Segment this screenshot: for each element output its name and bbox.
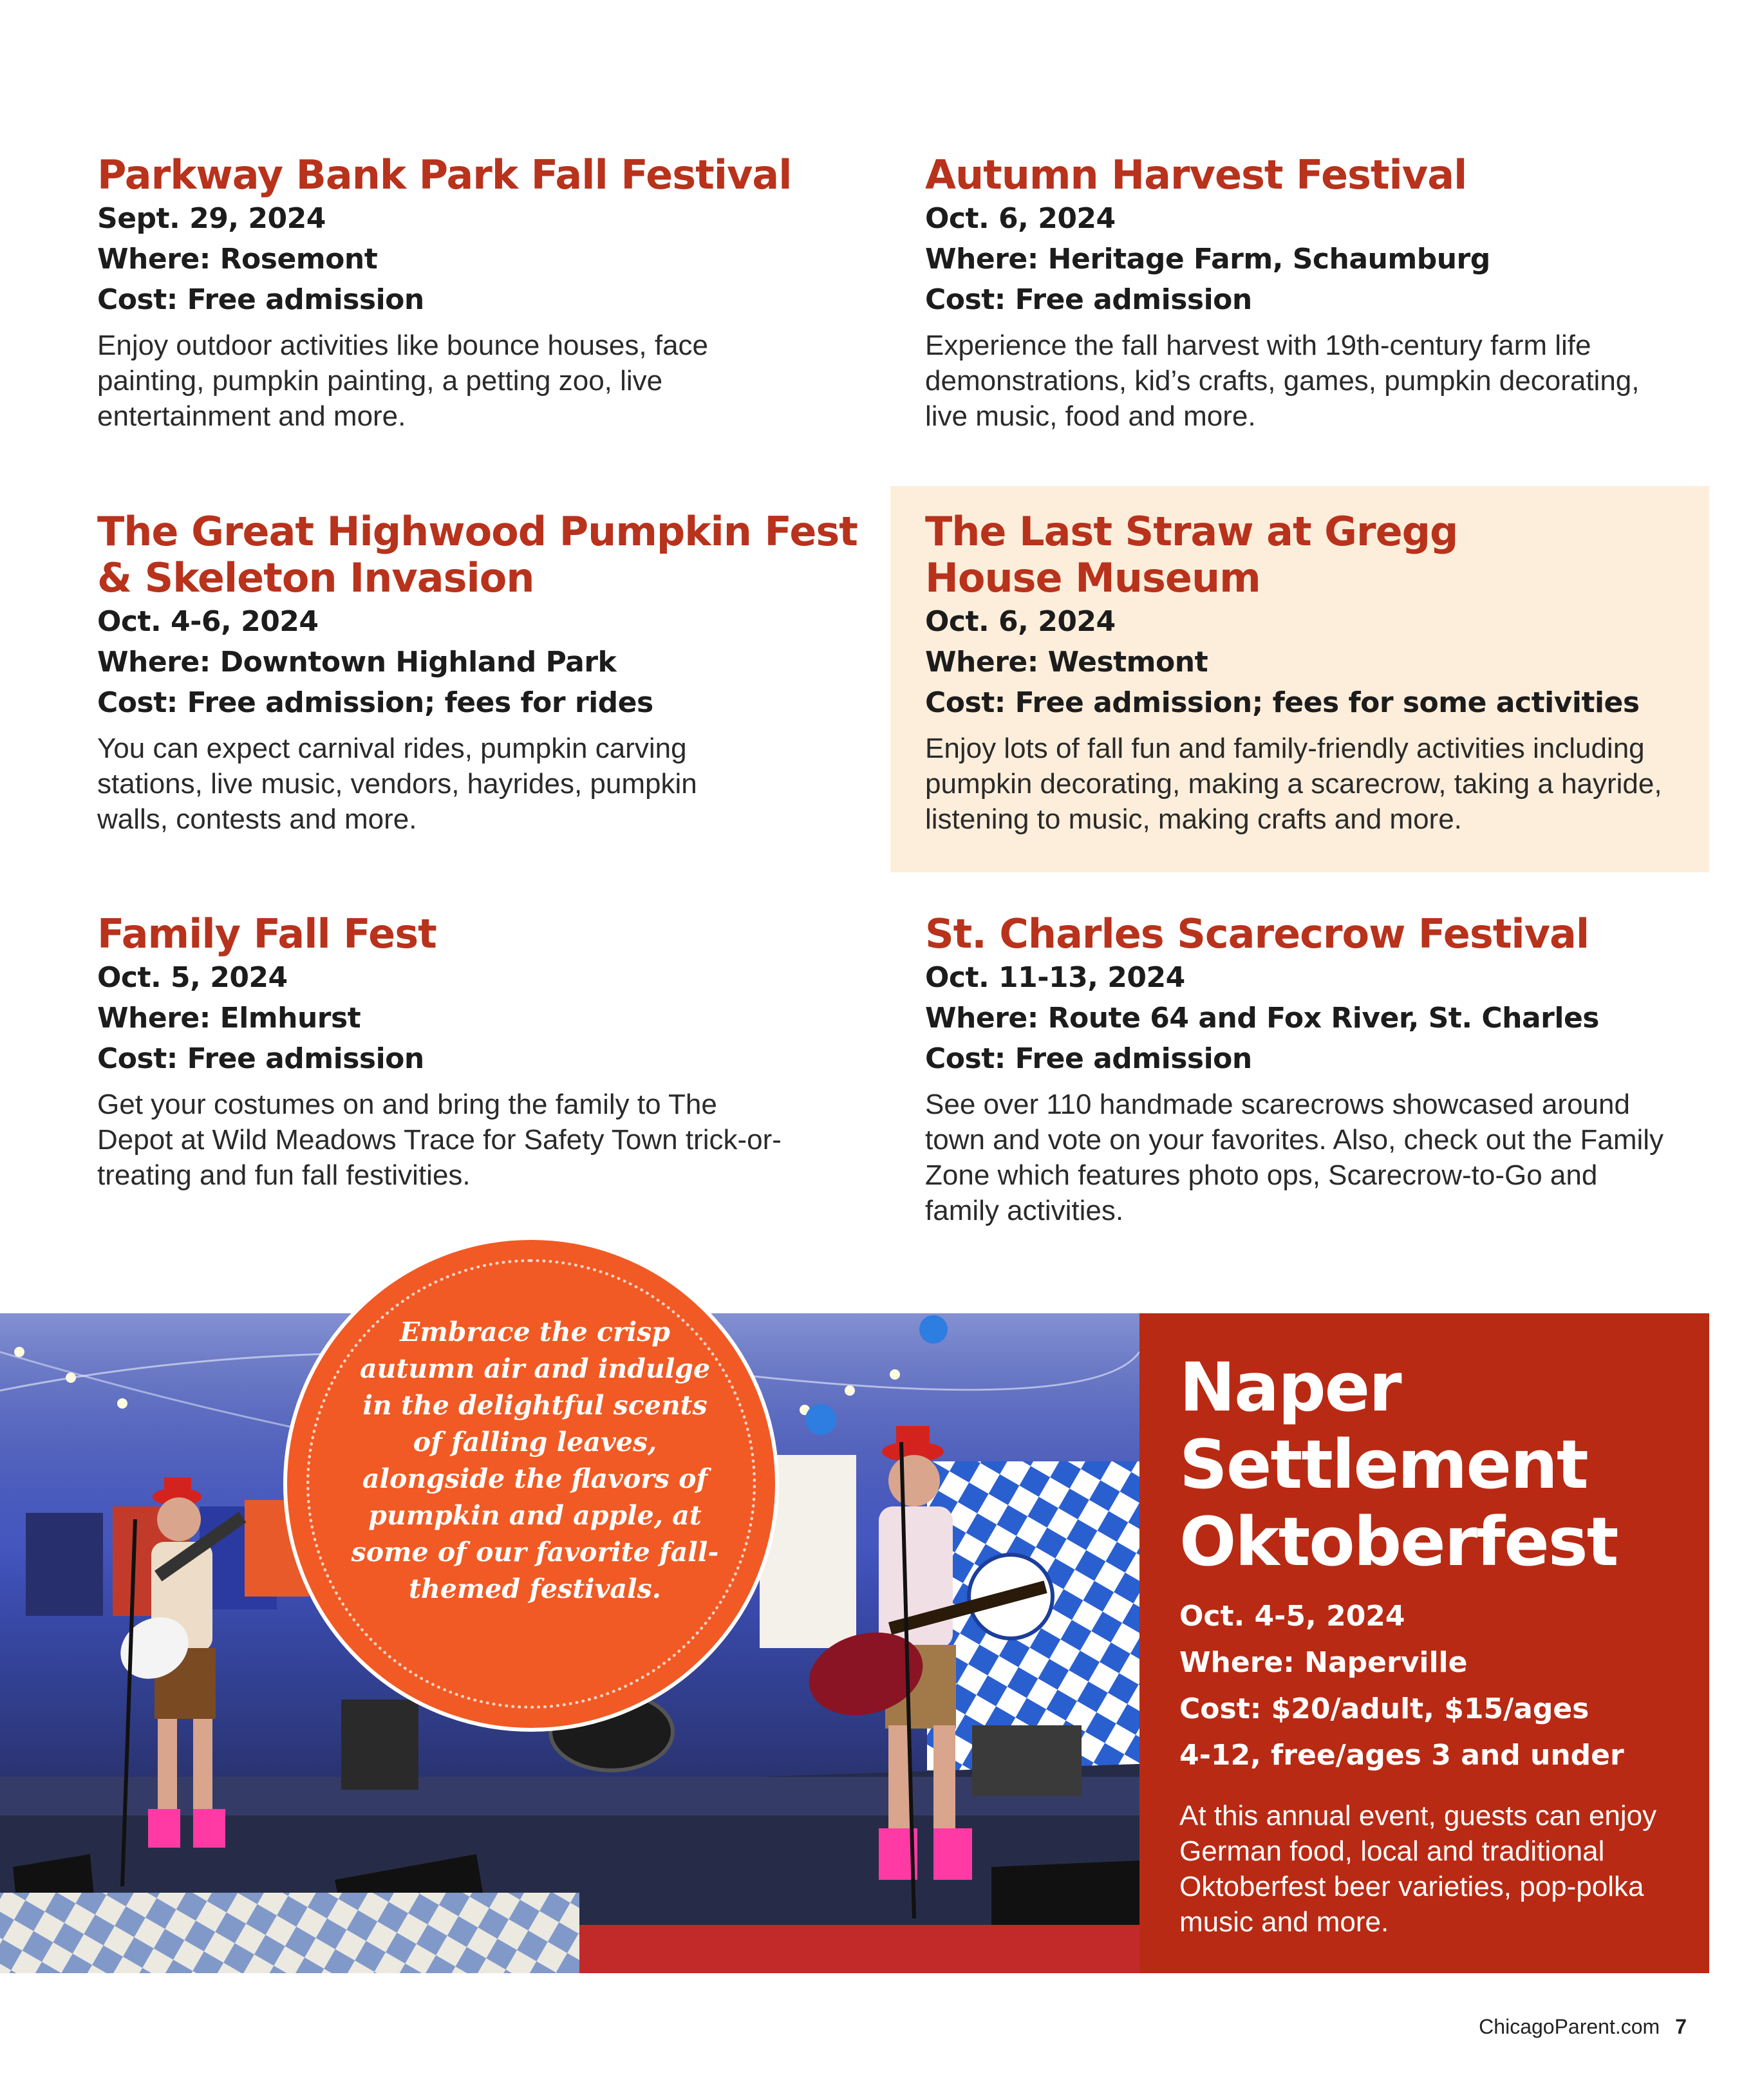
- page-number: 7: [1675, 2015, 1687, 2038]
- page-footer: [1288, 2015, 1687, 2039]
- event-autumn-harvest: [925, 152, 1698, 434]
- event-where: Where: Rosemont: [97, 243, 378, 276]
- event-where: Where: Elmhurst: [97, 1002, 361, 1035]
- featured-event-naper-settlement: [1139, 1313, 1709, 1973]
- event-title: Parkway Bank Park Fall Festival: [97, 151, 792, 198]
- quote-text: Embrace the crisp autumn air and indulge in the delightful scents of falling leaves, alongside the flavors of pumpkin and apple, at some of our favorite fall-themed festivals.: [351, 1317, 719, 1604]
- site-name: ChicagoParent.com: [1479, 2015, 1660, 2038]
- event-date: Oct. 4-6, 2024: [97, 605, 319, 638]
- event-where: Where: Westmont: [925, 646, 1208, 679]
- event-cost: Cost: Free admission: [925, 1042, 1252, 1075]
- event-cost: Cost: Free admission; fees for some activities: [925, 686, 1640, 719]
- event-cost: Cost: Free admission: [925, 283, 1252, 316]
- event-family-fall-fest: [97, 911, 870, 1193]
- event-description: You can expect carnival rides, pumpkin carving stations, live music, vendors, hayrides, pumpkin walls, contests and more.: [97, 733, 697, 835]
- event-where: Where: Heritage Farm, Schaumburg: [925, 243, 1490, 276]
- featured-title: Naper Settlement Oktoberfest: [1179, 1348, 1618, 1581]
- event-highwood-pumpkin-fest: [97, 509, 870, 837]
- event-st-charles-scarecrow: [925, 911, 1698, 1228]
- event-title: St. Charles Scarecrow Festival: [925, 910, 1589, 957]
- event-date: Oct. 5, 2024: [97, 961, 288, 994]
- featured-date: Oct. 4-5, 2024: [1179, 1600, 1405, 1633]
- event-description: Enjoy lots of fall fun and family-friendly activities including pumpkin decorating, making a scarecrow, taking a hayride, listening to music, making crafts and more.: [925, 733, 1662, 835]
- event-cost: Cost: Free admission: [97, 283, 424, 316]
- featured-cost: Cost: $20/adult, $15/ages 4-12, free/ages 3 and under: [1179, 1692, 1624, 1772]
- event-parkway-bank-park: [97, 152, 870, 434]
- event-date: Sept. 29, 2024: [97, 202, 326, 235]
- event-where: Where: Route 64 and Fox River, St. Charles: [925, 1002, 1599, 1035]
- event-where: Where: Downtown Highland Park: [97, 646, 617, 679]
- event-description: See over 110 handmade scarecrows showcased around town and vote on your favorites. Also, check out the Family Zone which features photo ops, Scarecrow-to-Go and family activities.: [925, 1089, 1664, 1226]
- featured-where: Where: Naperville: [1179, 1646, 1468, 1679]
- event-date: Oct. 11-13, 2024: [925, 961, 1185, 994]
- event-title: Family Fall Fest: [97, 910, 436, 957]
- event-description: Experience the fall harvest with 19th-century farm life demonstrations, kid’s crafts, games, pumpkin decorating, live music, food and more.: [925, 330, 1640, 432]
- event-title: The Last Straw at Gregg House Museum: [925, 508, 1458, 601]
- event-title: Autumn Harvest Festival: [925, 151, 1467, 198]
- featured-description: At this annual event, guests can enjoy German food, local and traditional Oktoberfest beer varieties, pop-polka music and more.: [1179, 1800, 1657, 1938]
- event-last-straw: [925, 509, 1698, 837]
- event-date: Oct. 6, 2024: [925, 202, 1116, 235]
- quote-circle: [283, 1236, 779, 1732]
- event-cost: Cost: Free admission: [97, 1042, 424, 1075]
- event-date: Oct. 6, 2024: [925, 605, 1116, 638]
- event-title: The Great Highwood Pumpkin Fest & Skeleton Invasion: [97, 508, 858, 601]
- event-cost: Cost: Free admission; fees for rides: [97, 686, 653, 719]
- event-description: Enjoy outdoor activities like bounce houses, face painting, pumpkin painting, a petting zoo, live entertainment and more.: [97, 330, 709, 432]
- event-description: Get your costumes on and bring the family to The Depot at Wild Meadows Trace for Safety Town trick-or-treating and fun fall festivities.: [97, 1089, 782, 1191]
